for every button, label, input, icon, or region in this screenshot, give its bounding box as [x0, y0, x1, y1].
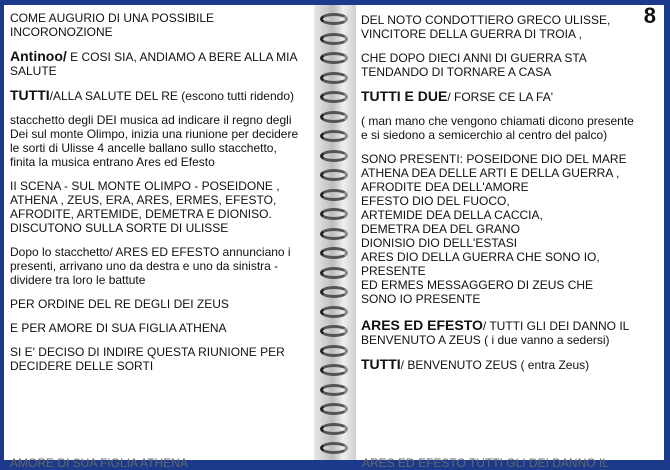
dialogue-text: E COSI SIA, ANDIAMO A BERE ALLA MIA SALUTE [10, 50, 297, 78]
spiral-ring [320, 189, 348, 201]
text-block: COME AUGURIO DI UNA POSSIBILE INCORONOZIONE [10, 11, 215, 39]
spiral-ring [320, 364, 348, 376]
spiral-ring [320, 130, 348, 142]
left-page [4, 5, 314, 460]
text-block: DEL NOTO CONDOTTIERO GRECO ULISSE, VINCITORE DELLA GUERRA DI TROIA , [361, 13, 611, 41]
dialogue-text: / TUTTI GLI DEI DANNO IL BENVENUTO A ZEUS ( i due vanno a sedersi) [361, 319, 630, 347]
spiral-ring [320, 325, 348, 337]
spiral-ring [320, 52, 348, 64]
cut-off-text: ARES ED EFESTO TUTTI GLI DEI DANNO IL [362, 456, 609, 470]
stage-direction: ( man mano che vengono chiamati dicono presente e si siedono a semicerchio al centro del palco) [361, 114, 634, 142]
cast-list: SONO PRESENTI: POSEIDONE DIO DEL MARE ATHENA DEA DELLE ARTI E DELLA GUERRA , AFRODITE DEA DELL'AMORE EFESTO DIO DEL FUOCO, ARTEMIDE DEA DELLA CACCIA, DEMETRA DEA DEL GRANO DIONISIO DIO DELL'ESTASI ARES DIO DELLA GUERRA CHE SONO IO, PRESENTE ED ERMES MESSAGGERO DI ZEUS CHE SONO IO PRESENTE [361, 152, 627, 306]
speaker-name: ARES ED EFESTO [361, 317, 483, 333]
spiral-ring [320, 150, 348, 162]
spiral-ring [320, 442, 348, 454]
spiral-ring [320, 306, 348, 318]
dialogue-text: / FORSE CE LA FA' [447, 90, 553, 104]
spiral-ring [320, 247, 348, 259]
cut-off-text: AMORE DI SUA FIGLIA ATHENA [10, 456, 188, 470]
spiral-ring [320, 345, 348, 357]
spiral-ring [320, 228, 348, 240]
text-block: CHE DOPO DIECI ANNI DI GUERRA STA TENDANDO DI TORNARE A CASA [361, 51, 587, 79]
dialogue-text: /ALLA SALUTE DEL RE (escono tutti ridendo) [49, 89, 294, 103]
spiral-ring [320, 91, 348, 103]
dialogue-text: / BENVENUTO ZEUS ( entra Zeus) [400, 358, 590, 372]
spiral-ring [320, 111, 348, 123]
stage-direction: stacchetto degli DEI musica ad indicare il regno degli Dei sul monte Olimpo, inizia una riunione per decidere le sorti di Ulisse 4 ancelle ballano sullo stacchetto, finita la musica entrano Ares ed Efesto [10, 113, 299, 169]
scene-heading: II SCENA - SUL MONTE OLIMPO - POSEIDONE , ATHENA , ZEUS, ERA, ARES, ERMES, EFESTO, AFRODITE, ARTEMIDE, DEMETRA E DIONISO. DISCUTONO SULLA SORTE DI ULISSE [10, 179, 280, 235]
spiral-ring [320, 33, 348, 45]
spiral-ring [320, 72, 348, 84]
speaker-name: TUTTI [361, 356, 401, 372]
stage-direction: Dopo lo stacchetto/ ARES ED EFESTO annunciano i presenti, arrivano uno da destra e uno da sinistra - dividere tra loro le battute [10, 245, 291, 287]
dialogue-line [361, 89, 658, 104]
spiral-ring [320, 169, 348, 181]
spiral-ring [320, 403, 348, 415]
text-block: SI E' DECISO DI INDIRE QUESTA RIUNIONE PER DECIDERE DELLE SORTI [10, 345, 285, 373]
page-number: 8 [643, 5, 656, 28]
dialogue-line [361, 318, 658, 347]
spiral-ring [320, 13, 348, 25]
spiral-ring [320, 384, 348, 396]
dialogue-line [10, 88, 308, 103]
spiral-ring [320, 267, 348, 279]
speaker-name: TUTTI E DUE [361, 88, 448, 104]
spiral-ring [320, 423, 348, 435]
dialogue-line [361, 357, 658, 372]
spiral-ring [320, 208, 348, 220]
dialogue-line [10, 49, 308, 78]
text-block: E PER AMORE DI SUA FIGLIA ATHENA [10, 321, 227, 335]
spiral-binding [314, 5, 356, 460]
spiral-ring [320, 286, 348, 298]
speaker-name: Antinoo/ [10, 48, 67, 64]
speaker-name: TUTTI [10, 87, 50, 103]
right-page [356, 5, 664, 460]
text-block: PER ORDINE DEL RE DEGLI DEI ZEUS [10, 297, 229, 311]
